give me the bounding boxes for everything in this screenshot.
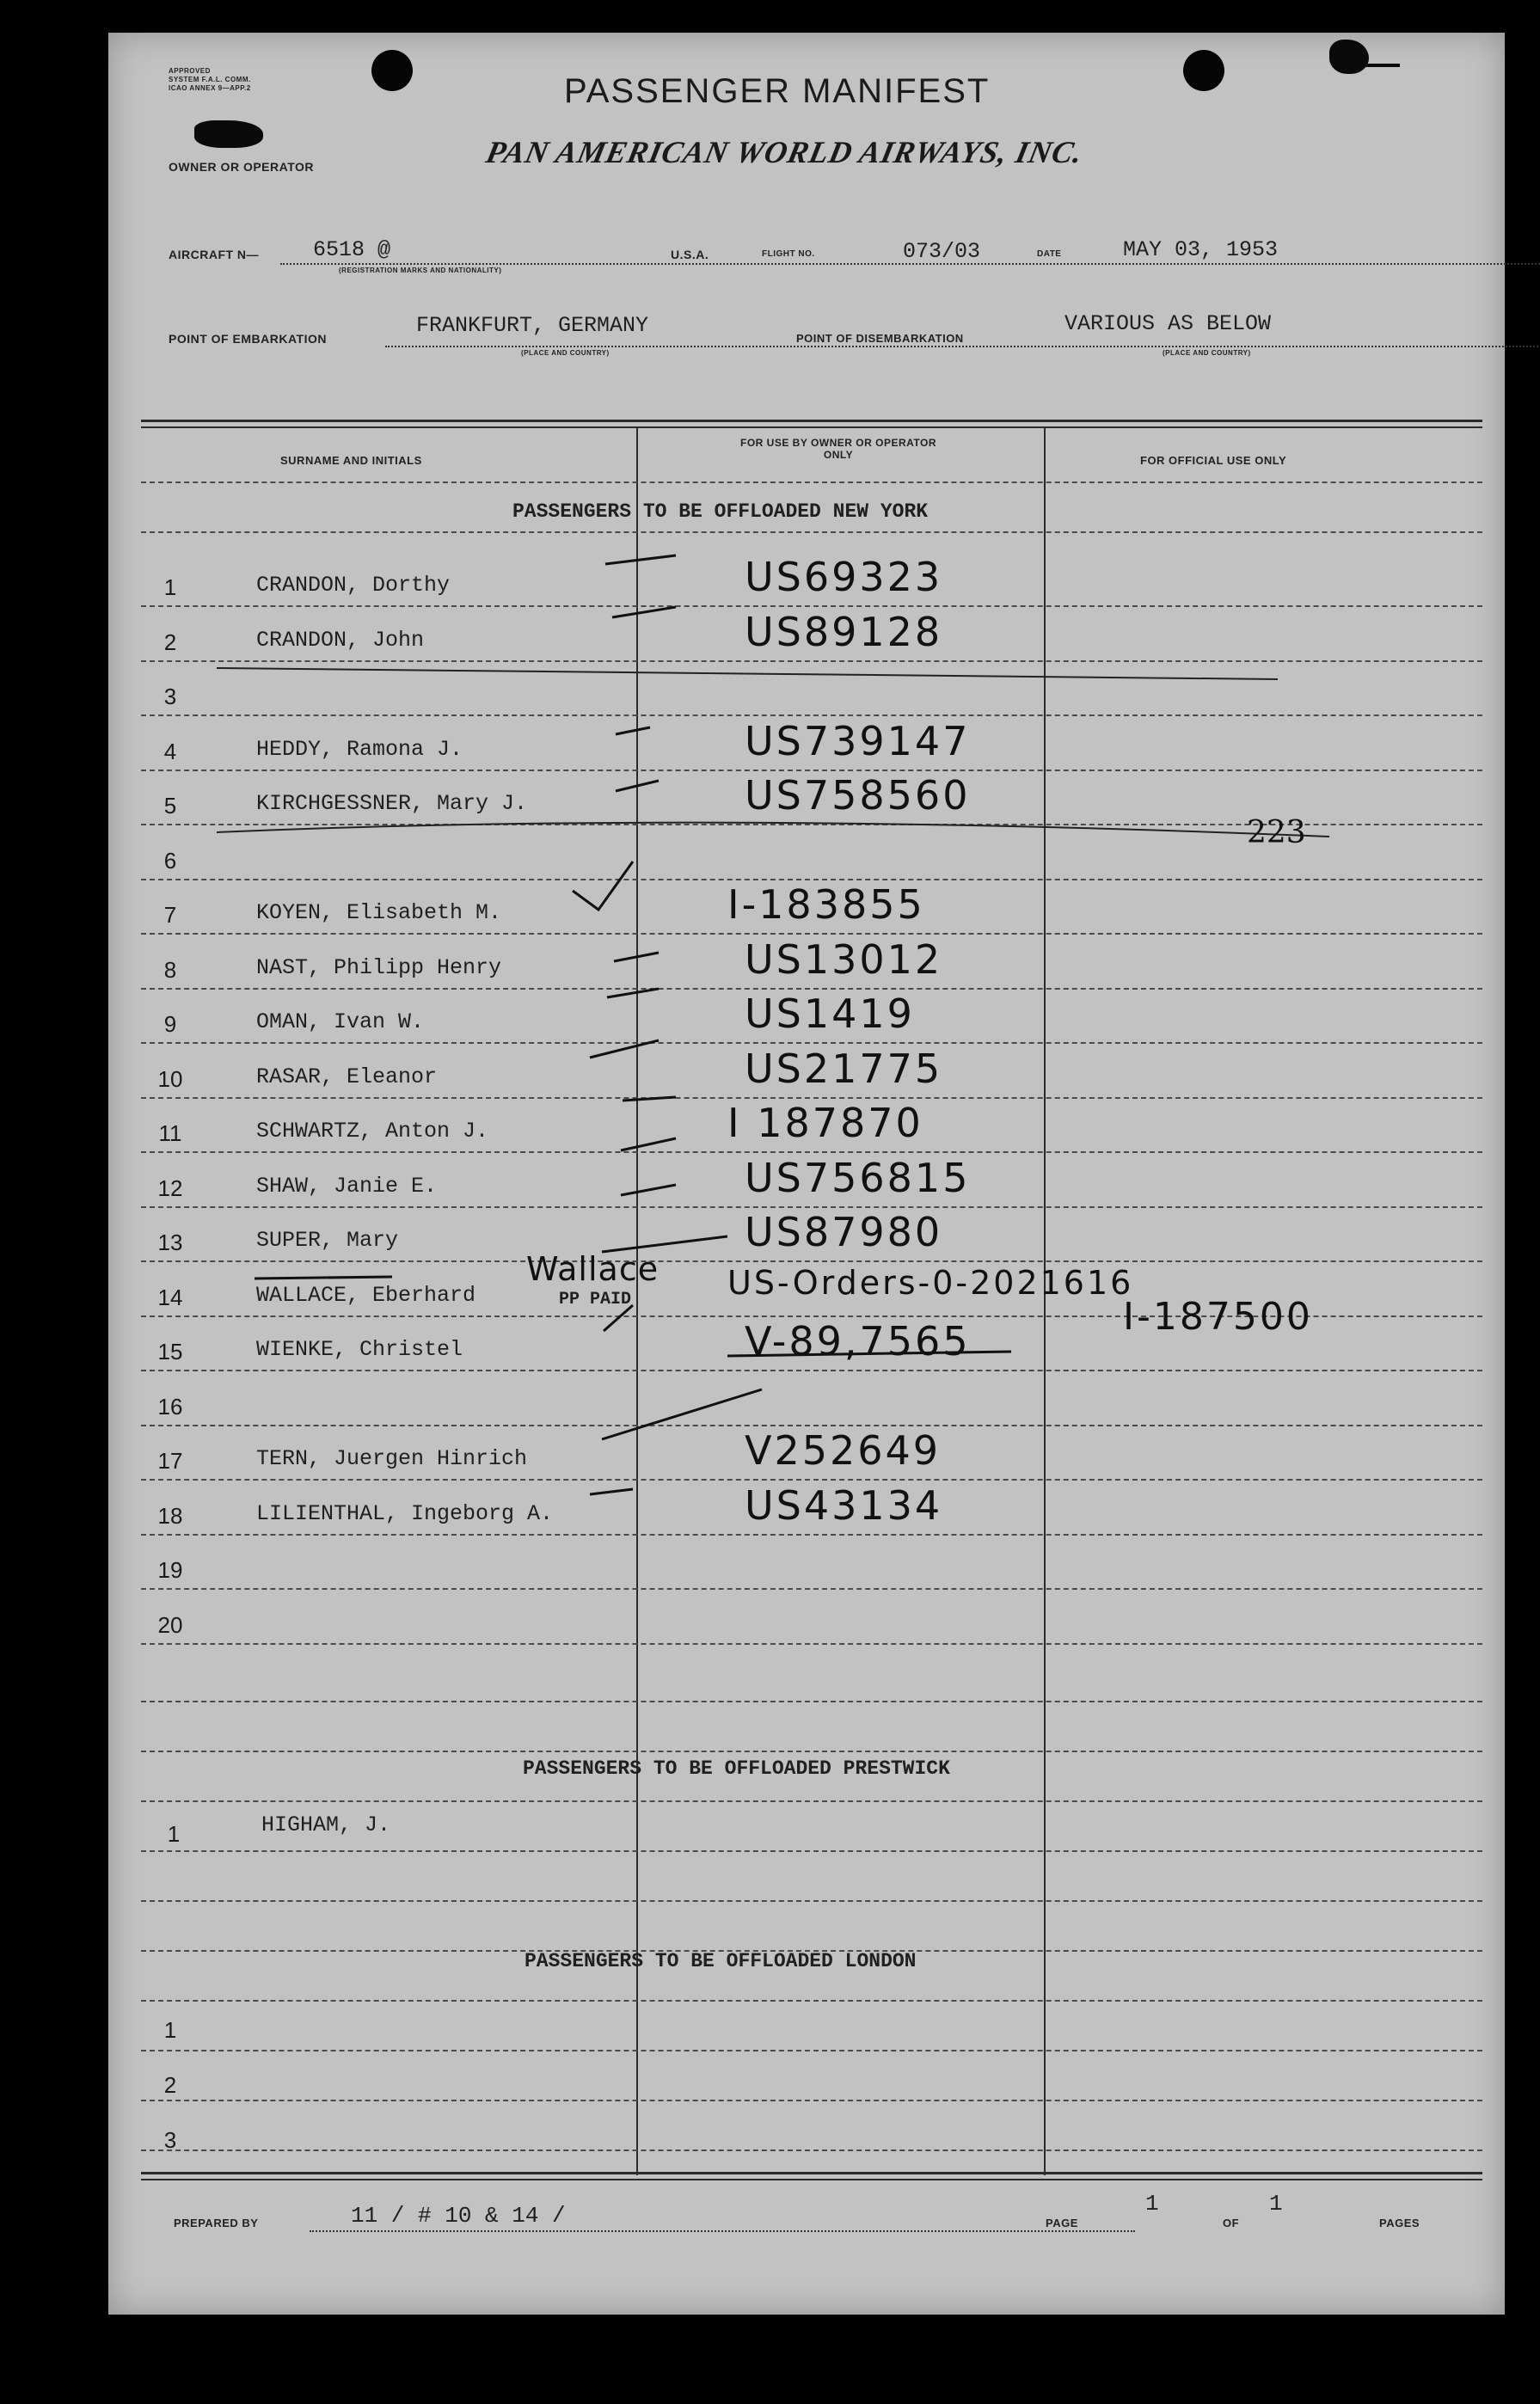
row-divider	[141, 1751, 1482, 1752]
passenger-name: WIENKE, Christel	[256, 1337, 463, 1362]
row-number: 7	[163, 902, 177, 928]
document-number: V252649	[745, 1427, 942, 1474]
row6-strike	[217, 823, 1329, 837]
row-number: 11	[158, 1120, 182, 1146]
tick-row11	[623, 1097, 676, 1101]
row-number: 14	[157, 1284, 183, 1310]
document-number: US758560	[745, 772, 971, 819]
row-number: 8	[163, 956, 177, 983]
passenger-name: HIGHAM, J.	[261, 1812, 391, 1837]
passenger-name: TERN, Juergen Hinrich	[256, 1446, 528, 1471]
section-new-york: PASSENGERS TO BE OFFLOADED NEW YORK	[512, 500, 929, 523]
document-number: I-183855	[727, 881, 925, 928]
document-number: US87980	[745, 1209, 943, 1255]
row-number: 4	[163, 738, 177, 764]
document-number: I 187870	[727, 1100, 923, 1146]
document-number: V-89,7565	[745, 1318, 971, 1365]
passenger-name: KIRCHGESSNER, Mary J.	[256, 791, 528, 816]
of-value: 1	[1269, 2191, 1283, 2217]
row-divider	[141, 1701, 1482, 1702]
prepared-value: 11 / # 10 & 14 /	[351, 2203, 566, 2229]
row-divider	[141, 2100, 1482, 2101]
row-number: 16	[157, 1393, 183, 1420]
aircraft-label: AIRCRAFT N—	[169, 248, 260, 261]
col-official-use: FOR OFFICIAL USE ONLY	[1140, 454, 1287, 467]
document-number: US13012	[745, 935, 943, 983]
flight-value: 073/03	[903, 239, 981, 264]
passenger-name: KOYEN, Elisabeth M.	[256, 900, 502, 925]
row-number: 2	[163, 629, 177, 655]
of-label: OF	[1223, 2217, 1240, 2229]
row-number: 9	[163, 1011, 177, 1037]
row-divider	[141, 2050, 1482, 2051]
col-owner-use: FOR USE BY OWNER OR OPERATOR ONLY	[739, 437, 937, 461]
company-name: PAN AMERICAN WORLD AIRWAYS, INC.	[482, 135, 1087, 169]
disembark-label: POINT OF DISEMBARKATION	[796, 332, 964, 345]
registration-caption: (REGISTRATION MARKS AND NATIONALITY)	[339, 267, 502, 274]
section-london: PASSENGERS TO BE OFFLOADED LONDON	[525, 1950, 917, 1972]
col-surname: SURNAME AND INITIALS	[280, 454, 422, 467]
document-number: US-Orders-0-2021616	[727, 1263, 1134, 1302]
document-number: US21775	[745, 1045, 943, 1092]
official-223: 223	[1247, 815, 1306, 850]
date-value: MAY 03, 1953	[1123, 237, 1279, 262]
tick-row9	[607, 989, 659, 997]
row-divider	[141, 2149, 1482, 2151]
passenger-name: NAST, Philipp Henry	[256, 954, 502, 980]
row-number: 15	[157, 1339, 183, 1365]
passenger-name: CRANDON, John	[256, 627, 425, 653]
document-number: US739147	[745, 717, 971, 764]
passenger-name: CRANDON, Dorthy	[256, 573, 451, 598]
passenger-name: SHAW, Janie E.	[256, 1173, 438, 1199]
row14-pp-paid: PP PAID	[559, 1290, 632, 1309]
row-number: 19	[157, 1557, 183, 1583]
passenger-name: SCHWARTZ, Anton J.	[256, 1119, 489, 1144]
pages-label: PAGES	[1379, 2217, 1420, 2229]
embark-label: POINT OF EMBARKATION	[169, 332, 327, 346]
row-number: 12	[157, 1174, 183, 1201]
flight-label: FLIGHT NO.	[762, 249, 815, 259]
row15-official-doc: I-187500	[1123, 1295, 1313, 1339]
tick-row12	[621, 1138, 676, 1150]
tick-row13	[621, 1185, 676, 1195]
usa-label: U.S.A.	[671, 248, 709, 261]
document-number: US43134	[745, 1481, 943, 1529]
passenger-name: RASAR, Eleanor	[256, 1064, 438, 1089]
page-title: PASSENGER MANIFEST	[564, 72, 991, 110]
row14-handwritten-name: Wallace	[526, 1250, 660, 1288]
passenger-name: WALLACE, Eberhard	[256, 1282, 476, 1308]
row15-doc-strike	[727, 1352, 1011, 1356]
tick-row18	[590, 1489, 633, 1494]
embark-caption: (PLACE AND COUNTRY)	[521, 349, 610, 357]
row-number: 1	[163, 2017, 177, 2043]
section-prestwick: PASSENGERS TO BE OFFLOADED PRESTWICK	[523, 1757, 950, 1780]
row-divider	[141, 1850, 1482, 1852]
row-divider	[141, 1800, 1482, 1802]
tick-row8	[614, 953, 659, 961]
row-number: 6	[163, 847, 177, 874]
manifest-sheet	[108, 33, 1505, 2315]
document-number: US89128	[745, 608, 943, 655]
tick-row2	[612, 607, 676, 617]
passenger-name: OMAN, Ivan W.	[256, 1009, 425, 1034]
passenger-name: SUPER, Mary	[256, 1228, 399, 1253]
row-number: 1	[167, 1821, 181, 1847]
passenger-name: HEDDY, Ramona J.	[256, 736, 463, 762]
document-number: US756815	[745, 1154, 971, 1201]
owner-label: OWNER OR OPERATOR	[169, 160, 314, 174]
row14-name-strike	[255, 1277, 392, 1279]
aircraft-value: 6518 @	[313, 237, 391, 262]
row-number: 3	[163, 684, 177, 709]
row-divider	[141, 1900, 1482, 1902]
row-divider	[141, 1950, 1482, 1952]
row-number: 5	[163, 793, 177, 819]
row-number: 3	[163, 2127, 177, 2153]
row-number: 20	[157, 1611, 183, 1638]
row-number: 13	[157, 1230, 183, 1255]
tick-row17	[602, 1389, 762, 1439]
passenger-name: LILIENTHAL, Ingeborg A.	[256, 1500, 554, 1526]
prepared-label: PREPARED BY	[174, 2217, 259, 2229]
row-number: 17	[157, 1448, 183, 1474]
page-label: PAGE	[1046, 2217, 1078, 2229]
row-number: 18	[157, 1502, 183, 1529]
approval-block: APPROVED SYSTEM F.A.L. COMM. ICAO ANNEX 9—APP.2	[169, 67, 251, 92]
disembark-caption: (PLACE AND COUNTRY)	[1163, 349, 1251, 357]
disembark-value: VARIOUS AS BELOW	[1065, 311, 1272, 336]
row-number: 1	[163, 574, 177, 600]
row-number: 2	[163, 2072, 177, 2098]
document-number: US69323	[745, 554, 943, 600]
page-value: 1	[1145, 2191, 1159, 2217]
row-number: 10	[157, 1065, 183, 1092]
embark-value: FRANKFURT, GERMANY	[416, 313, 649, 338]
row-divider	[141, 2000, 1482, 2002]
tick-row10	[590, 1040, 659, 1058]
tick-row1	[605, 555, 676, 564]
check-row7	[573, 862, 633, 910]
date-label: DATE	[1037, 249, 1062, 259]
document-number: US1419	[745, 990, 915, 1037]
tick-row5	[616, 781, 659, 791]
tick-row4	[616, 727, 650, 734]
row3-strike	[217, 668, 1278, 679]
